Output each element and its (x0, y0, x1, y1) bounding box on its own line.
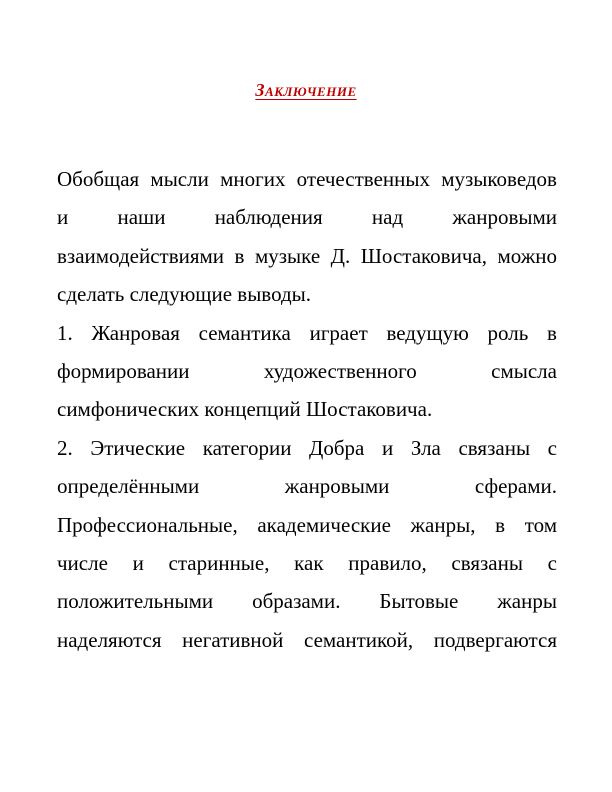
text-line: формировании художественного смысла (57, 358, 557, 383)
body-text (57, 160, 557, 659)
section-title: Заключение (255, 80, 357, 100)
text-line: и наши наблюдения над жанровыми (57, 205, 557, 230)
text-line: наделяются негативной семантикой, подвергаются (57, 627, 557, 652)
text-line: положительными образами. Бытовые жанры (57, 589, 557, 614)
text-line: определёнными жанровыми сферами. (57, 474, 557, 499)
text-line: взаимодействиями в музыке Д. Шостаковича, можно (57, 243, 557, 268)
text-line: 1. Жанровая семантика играет ведущую роль в (57, 320, 557, 345)
text-line: 2. Этические категории Добра и Зла связаны с (57, 435, 557, 460)
text-line: сделать следующие выводы. (57, 282, 312, 307)
text-line: симфонических концепций Шостаковича. (57, 397, 433, 422)
text-line: Обобщая мысли многих отечественных музыковедов (57, 167, 557, 191)
text-line: числе и старинные, как правило, связаны с (57, 550, 557, 575)
text-line: Профессиональные, академические жанры, в том (57, 512, 557, 537)
